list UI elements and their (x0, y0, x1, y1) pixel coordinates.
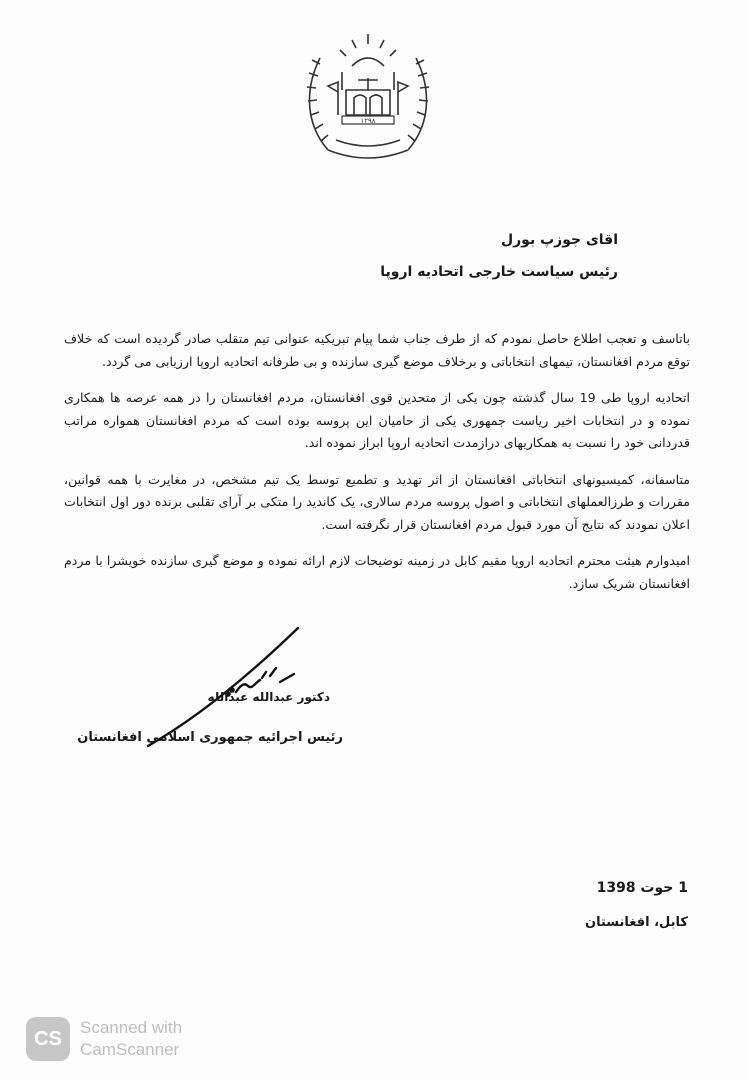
watermark-line2: CamScanner (80, 1040, 180, 1059)
paragraph: امیدوارم هیئت محترم اتحادیه اروپا مقیم کابل در زمینه توضیحات لازم ارائه نموده و موضع گیری سازنده خویشرا با مردم افغانستان شریک سازد. (64, 553, 690, 591)
camscanner-logo-icon: CS (26, 1017, 70, 1061)
camscanner-watermark (26, 1016, 182, 1062)
addressee-title: رئیس سیاست خارجی اتحادیه اروپا (380, 264, 618, 280)
paragraph: باتاسف و تعجب اطلاع حاصل نمودم که از طرف جناب شما پیام تبریکیه عنوانی تیم متقلب صادر گردیده است که خلاف توقع مردم افغانستان، تیمهای انتخاباتی و برخلاف موضع گیری سازنده و بی طرفانه اتحادیه اروپا ارزیابی می گردد. (64, 331, 690, 369)
letter-date: 1 حوت 1398 (596, 880, 688, 896)
watermark-line1: Scanned with (80, 1018, 183, 1037)
addressee-name: اقای جوزپ بورل (500, 232, 618, 248)
paragraph: اتحادیه اروپا طی 19 سال گذشته چون یکی از متحدین قوی افغانستان، مردم افغانستان را در همه عرصه ها همکاری نموده و در انتخابات اخیر ریاست جمهوری یکی از حامیان این پروسه بوده است که مردم افغانستان همواره مراتب قدردانی خود را نسبت به همکاریهای درازمدت اتحادیه اروپا ابراز نموده اند. (64, 390, 691, 450)
signatory-title: رئیس اجرائیه جمهوری اسلامی افغانستان (77, 730, 343, 745)
afghanistan-emblem-icon (298, 20, 438, 170)
signatory-name: دکتور عبدالله عبدالله (207, 690, 330, 704)
letter-body (64, 328, 690, 609)
paragraph: متاسفانه، کمیسیونهای انتخاباتی افغانستان از اثر تهدید و تطمیع توسط یک تیم مشخص، در مغایرت با همه قوانین، مقررات و طرزالعملهای انتخاباتی و اصول پروسه مردم سالاری، یک کاندید را متکی بر آرای تقلبی برنده دور اول انتخابات اعلان نمودند که نتایج آن مورد قبول مردم افغانستان قرار نگرفته است. (64, 471, 690, 532)
emblem-year: ١٢٩٨ (360, 117, 376, 125)
letter-place: کابل، افغانستان (585, 915, 688, 930)
